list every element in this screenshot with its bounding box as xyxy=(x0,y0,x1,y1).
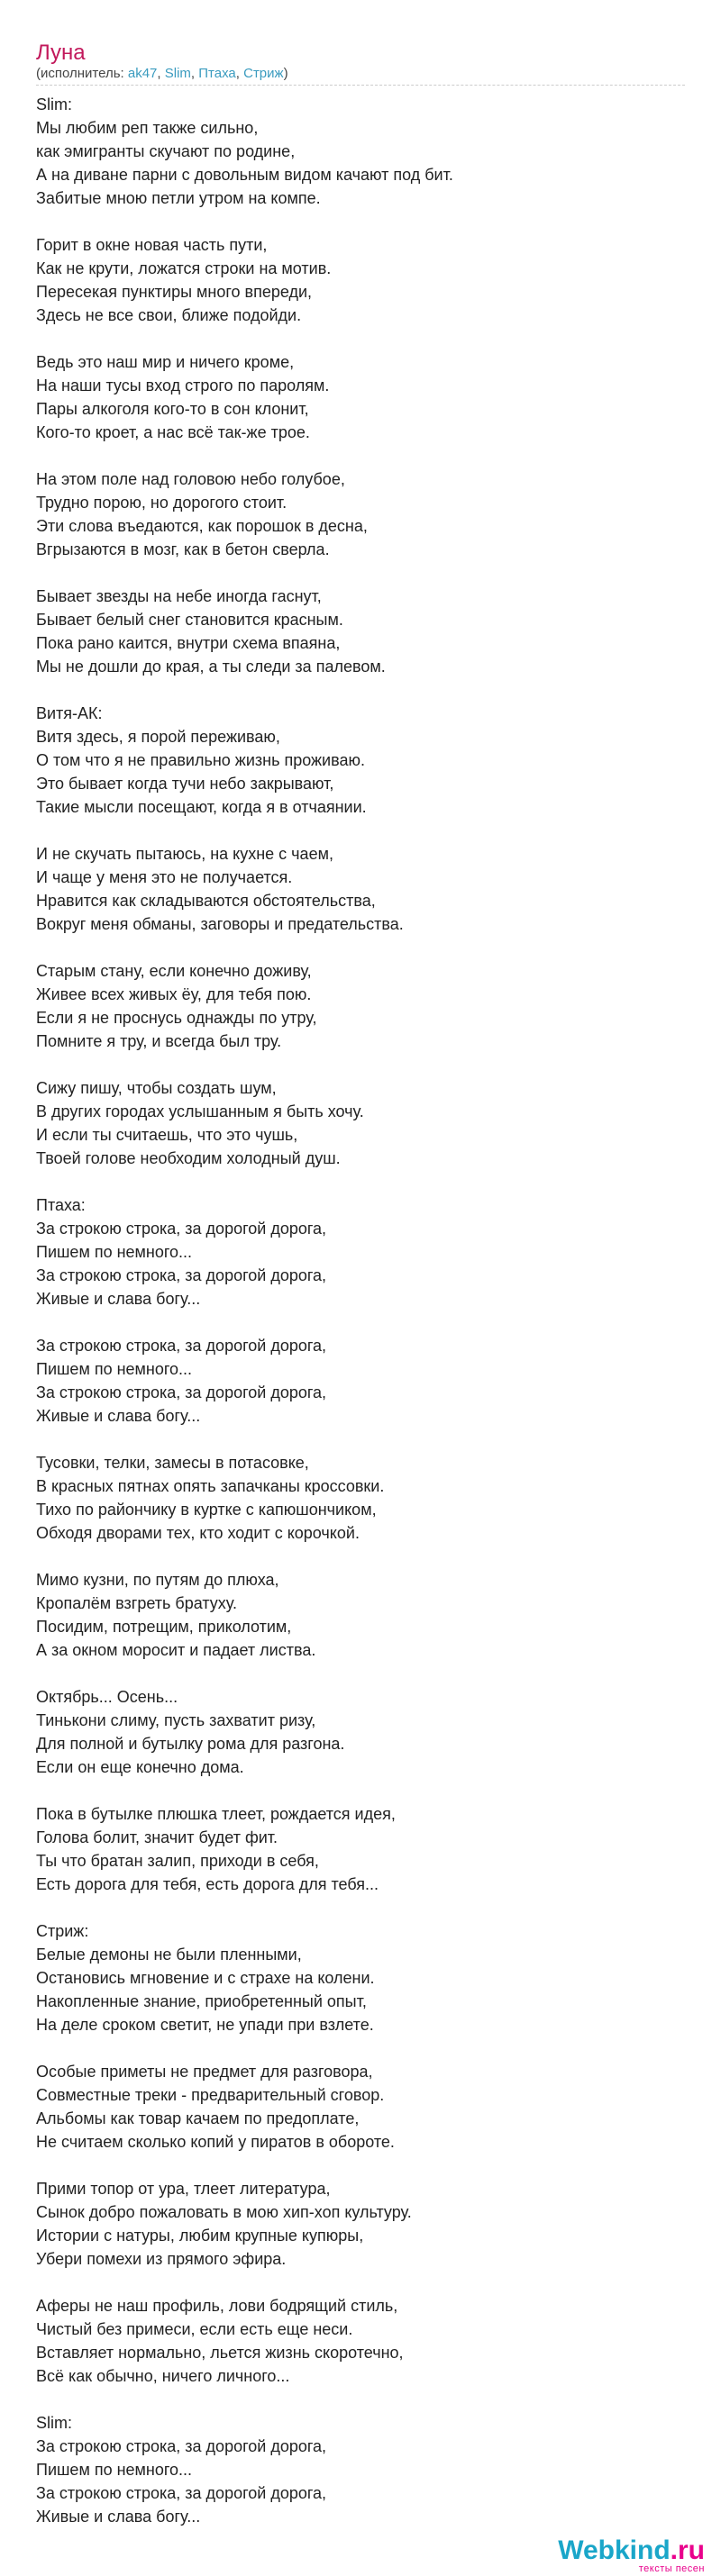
stanza-break xyxy=(36,1896,685,1919)
site-logo[interactable] xyxy=(558,2536,705,2574)
lyric-line: А за окном моросит и падает листва. xyxy=(36,1641,316,1659)
lyric-line: Совместные треки - предварительный сговор. xyxy=(36,2086,385,2104)
lyric-line: Вгрызаются в мозг, как в бетон сверла. xyxy=(36,540,330,558)
lyric-line: Есть дорога для тебя, есть дорога для тебя... xyxy=(36,1875,379,1893)
stanza-break xyxy=(36,444,685,467)
lyric-line: Стриж: xyxy=(36,1922,89,1940)
lyric-line: И чаще у меня это не получается. xyxy=(36,868,293,886)
lyric-line: Ведь это наш мир и ничего кроме, xyxy=(36,353,295,371)
song-title: Луна xyxy=(36,41,86,65)
lyric-line: Эти слова въедаются, как порошок в десна, xyxy=(36,517,368,535)
stanza-break xyxy=(36,1311,685,1334)
lyric-line: Истории с натуры, любим крупные купюры, xyxy=(36,2227,364,2245)
stanza-break xyxy=(36,2388,685,2411)
lyric-line: Мимо кузни, по путям до плюха, xyxy=(36,1571,279,1589)
performer-link-strizh[interactable]: Стриж xyxy=(243,66,284,81)
lyric-line: Пишем по немного... xyxy=(36,2461,193,2479)
lyric-line: Забитые мною петли утром на компе. xyxy=(36,189,321,207)
lyric-line: Вставляет нормально, льется жизнь скоротечно, xyxy=(36,2344,404,2362)
stanza-break xyxy=(36,1428,685,1451)
lyric-line: За строкою строка, за дорогой дорога, xyxy=(36,2437,327,2455)
lyric-line: Накопленные знание, приобретенный опыт, xyxy=(36,1992,367,2010)
logo-subtitle: тексты песен xyxy=(638,2563,705,2574)
lyric-line: Мы любим реп также сильно, xyxy=(36,119,259,137)
lyric-line: На этом поле над головою небо голубое, xyxy=(36,470,345,488)
lyric-line: О том что я не правильно жизнь проживаю. xyxy=(36,751,365,769)
lyric-line: Пишем по немного... xyxy=(36,1243,193,1261)
lyric-line: Витя здесь, я порой переживаю, xyxy=(36,728,280,746)
lyric-line: Для полной и бутылку рома для разгона. xyxy=(36,1735,345,1753)
divider xyxy=(36,85,685,86)
lyric-line: Обходя дворами тех, кто ходит с корочкой. xyxy=(36,1524,360,1542)
lyric-line: Всё как обычно, ничего личного... xyxy=(36,2367,290,2385)
performer-link-slim[interactable]: Slim xyxy=(164,66,191,81)
performer-link-ptaha[interactable]: Птаха xyxy=(198,66,236,81)
lyric-line: Кого-то кроет, а нас всё так-же трое. xyxy=(36,423,310,441)
lyric-line: Сынок добро пожаловать в мою хип-хоп культуру. xyxy=(36,2203,412,2221)
performers-suffix: ) xyxy=(283,66,288,81)
lyric-line: Если он еще конечно дома. xyxy=(36,1758,244,1776)
lyric-line: Голова болит, значит будет фит. xyxy=(36,1828,278,1846)
stanza-break xyxy=(36,1545,685,1568)
lyric-line: как эмигранты скучают по родине, xyxy=(36,142,296,160)
lyric-line: Ты что братан залип, приходи в себя, xyxy=(36,1852,319,1870)
lyric-line: Пары алкоголя кого-то в сон клонит, xyxy=(36,400,309,418)
stanza-break xyxy=(36,327,685,350)
lyric-line: Здесь не все свои, ближе подойди. xyxy=(36,306,302,324)
lyric-line: За строкою строка, за дорогой дорога, xyxy=(36,2484,327,2502)
lyric-line: Октябрь... Осень... xyxy=(36,1688,178,1706)
performers-line: (исполнитель: ak47, Slim, Птаха, Стриж) xyxy=(36,66,288,81)
lyric-line: Витя-АК: xyxy=(36,704,103,722)
lyric-line: Тинькони слиму, пусть захватит ризу, xyxy=(36,1711,316,1729)
lyric-line: Особые приметы не предмет для разговора, xyxy=(36,2063,373,2081)
lyric-line: Если я не проснусь однажды по утру, xyxy=(36,1009,317,1027)
lyric-line: Бывает белый снег становится красным. xyxy=(36,611,343,629)
stanza-break xyxy=(36,210,685,233)
lyric-line: Живые и слава богу... xyxy=(36,1290,201,1308)
lyric-line: В других городах услышанным я быть хочу. xyxy=(36,1102,364,1120)
lyric-line: За строкою строка, за дорогой дорога, xyxy=(36,1220,327,1238)
lyric-line: Slim: xyxy=(36,95,72,113)
lyric-line: Бывает звезды на небе иногда гаснут, xyxy=(36,587,322,605)
stanza-break xyxy=(36,678,685,702)
stanza-break xyxy=(36,819,685,842)
lyric-line: На наши тусы вход строго по паролям. xyxy=(36,376,330,395)
lyric-line: Нравится как складываются обстоятельства, xyxy=(36,892,376,910)
stanza-break xyxy=(36,1053,685,1076)
stanza-break xyxy=(36,2154,685,2177)
logo-wordmark: Webkind.ru xyxy=(558,2535,705,2565)
lyric-line: Белые демоны не были пленными, xyxy=(36,1946,302,1964)
lyric-line: Твоей голове необходим холодный душ. xyxy=(36,1149,341,1167)
lyric-line: Живые и слава богу... xyxy=(36,2508,201,2526)
lyric-line: Чистый без примеси, если есть еще неси. xyxy=(36,2320,353,2338)
lyric-line: Сижу пишу, чтобы создать шум, xyxy=(36,1079,277,1097)
lyric-line: Мы не дошли до края, а ты следи за палевом. xyxy=(36,658,386,676)
performers-prefix: (исполнитель: xyxy=(36,66,128,81)
lyric-line: Вокруг меня обманы, заговоры и предательства. xyxy=(36,915,404,933)
lyric-line: За строкою строка, за дорогой дорога, xyxy=(36,1337,327,1355)
lyric-line: Старым стану, если конечно доживу, xyxy=(36,962,312,980)
stanza-break xyxy=(36,2036,685,2060)
lyric-line: За строкою строка, за дорогой дорога, xyxy=(36,1383,327,1401)
lyric-line: Пока рано каится, внутри схема впаяна, xyxy=(36,634,341,652)
lyric-line: За строкою строка, за дорогой дорога, xyxy=(36,1266,327,1284)
lyric-line: Тихо по райончику в куртке с капюшончиком, xyxy=(36,1501,377,1519)
lyric-line: Трудно порою, но дорогого стоит. xyxy=(36,494,287,512)
lyric-line: Альбомы как товар качаем по предоплате, xyxy=(36,2109,360,2127)
stanza-break xyxy=(36,2271,685,2294)
lyric-line: Аферы не наш профиль, лови бодрящий стиль, xyxy=(36,2297,398,2315)
stanza-break xyxy=(36,1170,685,1193)
lyric-line: Это бывает когда тучи небо закрывают, xyxy=(36,775,334,793)
lyric-line: В красных пятнах опять запачканы кроссовки. xyxy=(36,1477,385,1495)
stanza-break xyxy=(36,1779,685,1802)
performer-link-ak47[interactable]: ak47 xyxy=(127,66,158,81)
lyric-line: Не считаем сколько копий у пиратов в обороте. xyxy=(36,2133,395,2151)
lyric-line: Такие мысли посещают, когда я в отчаянии. xyxy=(36,798,367,816)
stanza-break xyxy=(36,936,685,959)
lyric-line: Пишем по немного... xyxy=(36,1360,193,1378)
lyric-line: А на диване парни с довольным видом качают под бит. xyxy=(36,166,453,184)
lyric-line: Живые и слава богу... xyxy=(36,1407,201,1425)
lyric-line: Горит в окне новая часть пути, xyxy=(36,236,268,254)
stanza-break xyxy=(36,1662,685,1685)
lyric-line: Тусовки, телки, замесы в потасовке, xyxy=(36,1454,309,1472)
lyric-line: Помните я тру, и всегда был тру. xyxy=(36,1032,282,1050)
lyric-line: Кропалём взгреть братуху. xyxy=(36,1594,237,1612)
lyric-line: Посидим, потрещим, приколотим, xyxy=(36,1618,292,1636)
lyric-line: И не скучать пытаюсь, на кухне с чаем, xyxy=(36,845,333,863)
lyric-line: Пока в бутылке плюшка тлеет, рождается идея, xyxy=(36,1805,396,1823)
stanza-break xyxy=(36,561,685,585)
lyric-line: На деле сроком светит, не упади при взлете. xyxy=(36,2016,374,2034)
lyric-line: И если ты считаешь, что это чушь, xyxy=(36,1126,298,1144)
lyric-line: Убери помехи из прямого эфира. xyxy=(36,2250,287,2268)
lyrics-text xyxy=(36,93,685,2528)
lyric-line: Slim: xyxy=(36,2414,72,2432)
lyric-line: Прими топор от ура, тлеет литература, xyxy=(36,2180,331,2198)
lyric-line: Живее всех живых ёу, для тебя пою. xyxy=(36,985,312,1003)
lyric-line: Пересекая пунктиры много впереди, xyxy=(36,283,313,301)
lyric-line: Птаха: xyxy=(36,1196,86,1214)
lyric-line: Как не крути, ложатся строки на мотив. xyxy=(36,259,332,277)
lyric-line: Остановись мгновение и с страхе на колени. xyxy=(36,1969,375,1987)
